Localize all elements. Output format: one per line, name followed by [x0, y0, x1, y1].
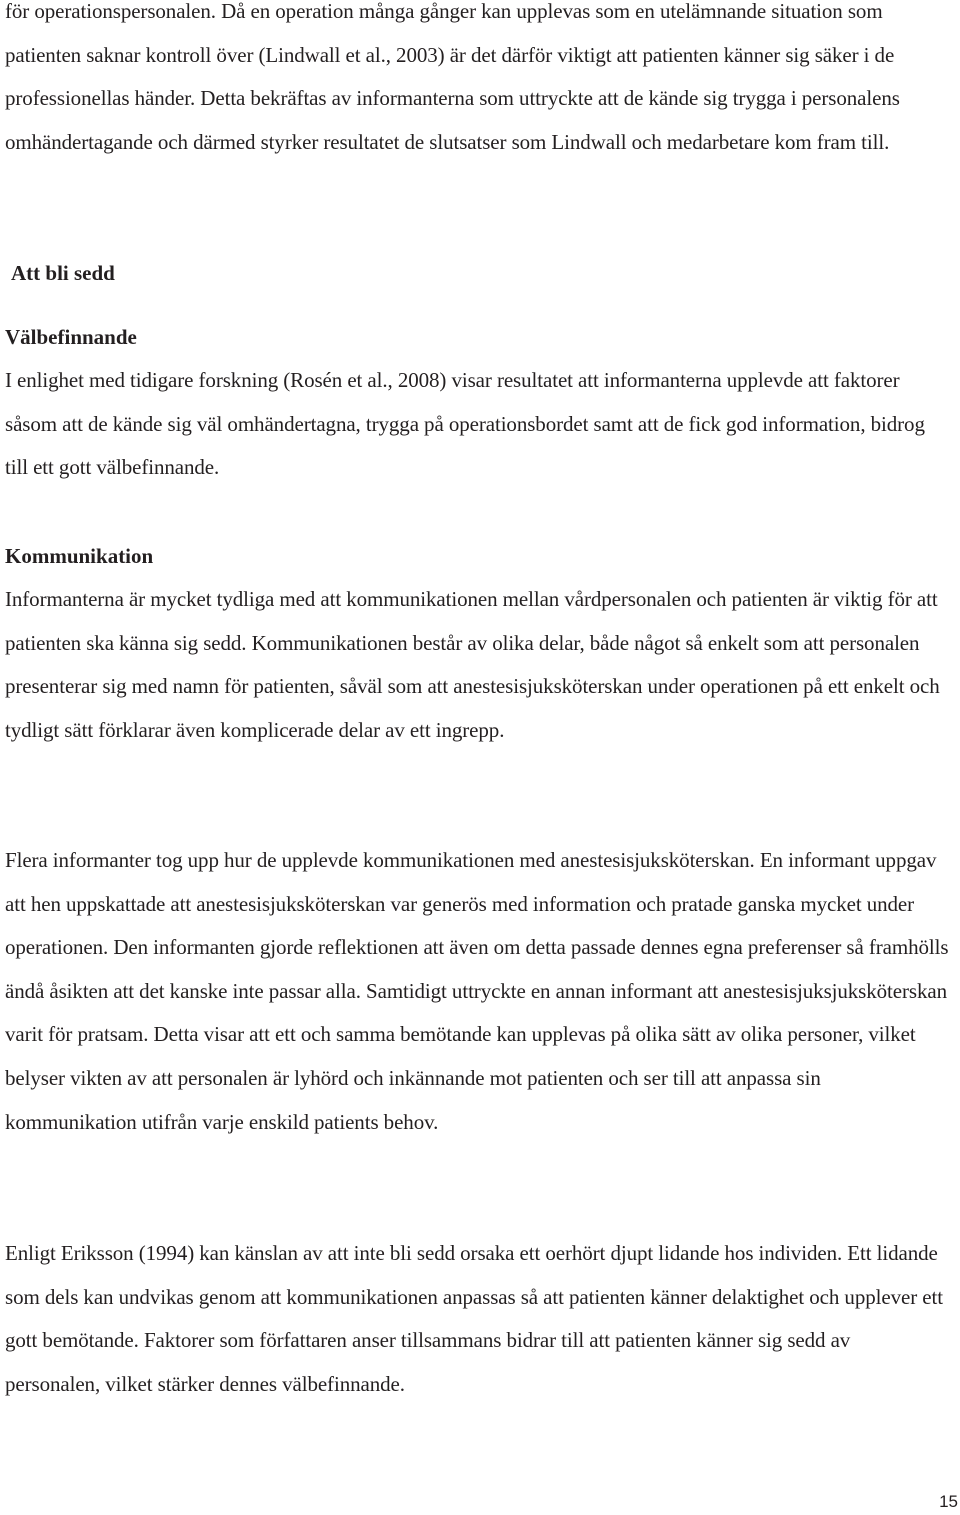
paragraph-communication: Informanterna är mycket tydliga med att kommunikationen mellan vårdpersonalen och patienten är viktig för att patienten ska känna sig sedd. Kommunikationen består av olika delar, både något så enkelt som att personalen presenterar sig med namn för patienten, såväl som att anestesisjuksköterskan under operationen på ett enkelt och tydligt sätt förklarar även komplicerade delar av ett ingrepp.: [5, 587, 940, 742]
paragraph-wellbeing: I enlighet med tidigare forskning (Rosén et al., 2008) visar resultatet att informanterna upplevde att faktorer såsom att de kände sig väl omhändertagna, trygga på operationsbordet samt att de fick god information, bidrog till ett gott välbefinnande.: [5, 368, 925, 480]
paragraph-informant-experiences: Flera informanter tog upp hur de upplevde kommunikationen med anestesisjuksköterskan. En informant uppgav att hen uppskattade att anestesisjuksköterskan var generös med information och pratade ganska mycket under operationen. Den informanten gjorde reflektionen att även om detta passade dennes egna preferenser så framhölls ändå åsikten att det kanske inte passar alla. Samtidigt uttryckte en annan informant att anestesisjuksjuksköterskan varit för pratsam. Detta visar att ett och samma bemötande kan upplevas på olika sätt av olika personer, vilket belyser vikten av att personalen är lyhörd och inkännande mot patienten och ser till att anpassa sin kommunikation utifrån varje enskild patients behov.: [5, 848, 949, 1134]
paragraph-operation-safety: för operationspersonalen. Då en operation många gånger kan upplevas som en utelämnande situation som patienten saknar kontroll över (Lindwall et al., 2003) är det därför viktigt att patienten känner sig säker i de professionellas händer. Detta bekräftas av informanterna som uttryckte att de kände sig trygga i personalens omhändertagande och därmed styrker resultatet de slutsatser som Lindwall och medarbetare kom fram till.: [5, 0, 900, 154]
subheading-wellbeing: Välbefinnande: [5, 325, 137, 349]
section-heading: Att bli sedd: [11, 261, 115, 285]
subheading-communication: Kommunikation: [5, 544, 154, 568]
paragraph-eriksson-suffering: Enligt Eriksson (1994) kan känslan av att inte bli sedd orsaka ett oerhört djupt lidande hos individen. Ett lidande som dels kan undvikas genom att kommunikationen anpassas så att patienten känner delaktighet och upplever ett gott bemötande. Faktorer som författaren anser tillsammans bidrar till att patienten känner sig sedd av personalen, vilket stärker dennes välbefinnande.: [5, 1241, 943, 1396]
page-number: 15: [939, 1492, 958, 1511]
